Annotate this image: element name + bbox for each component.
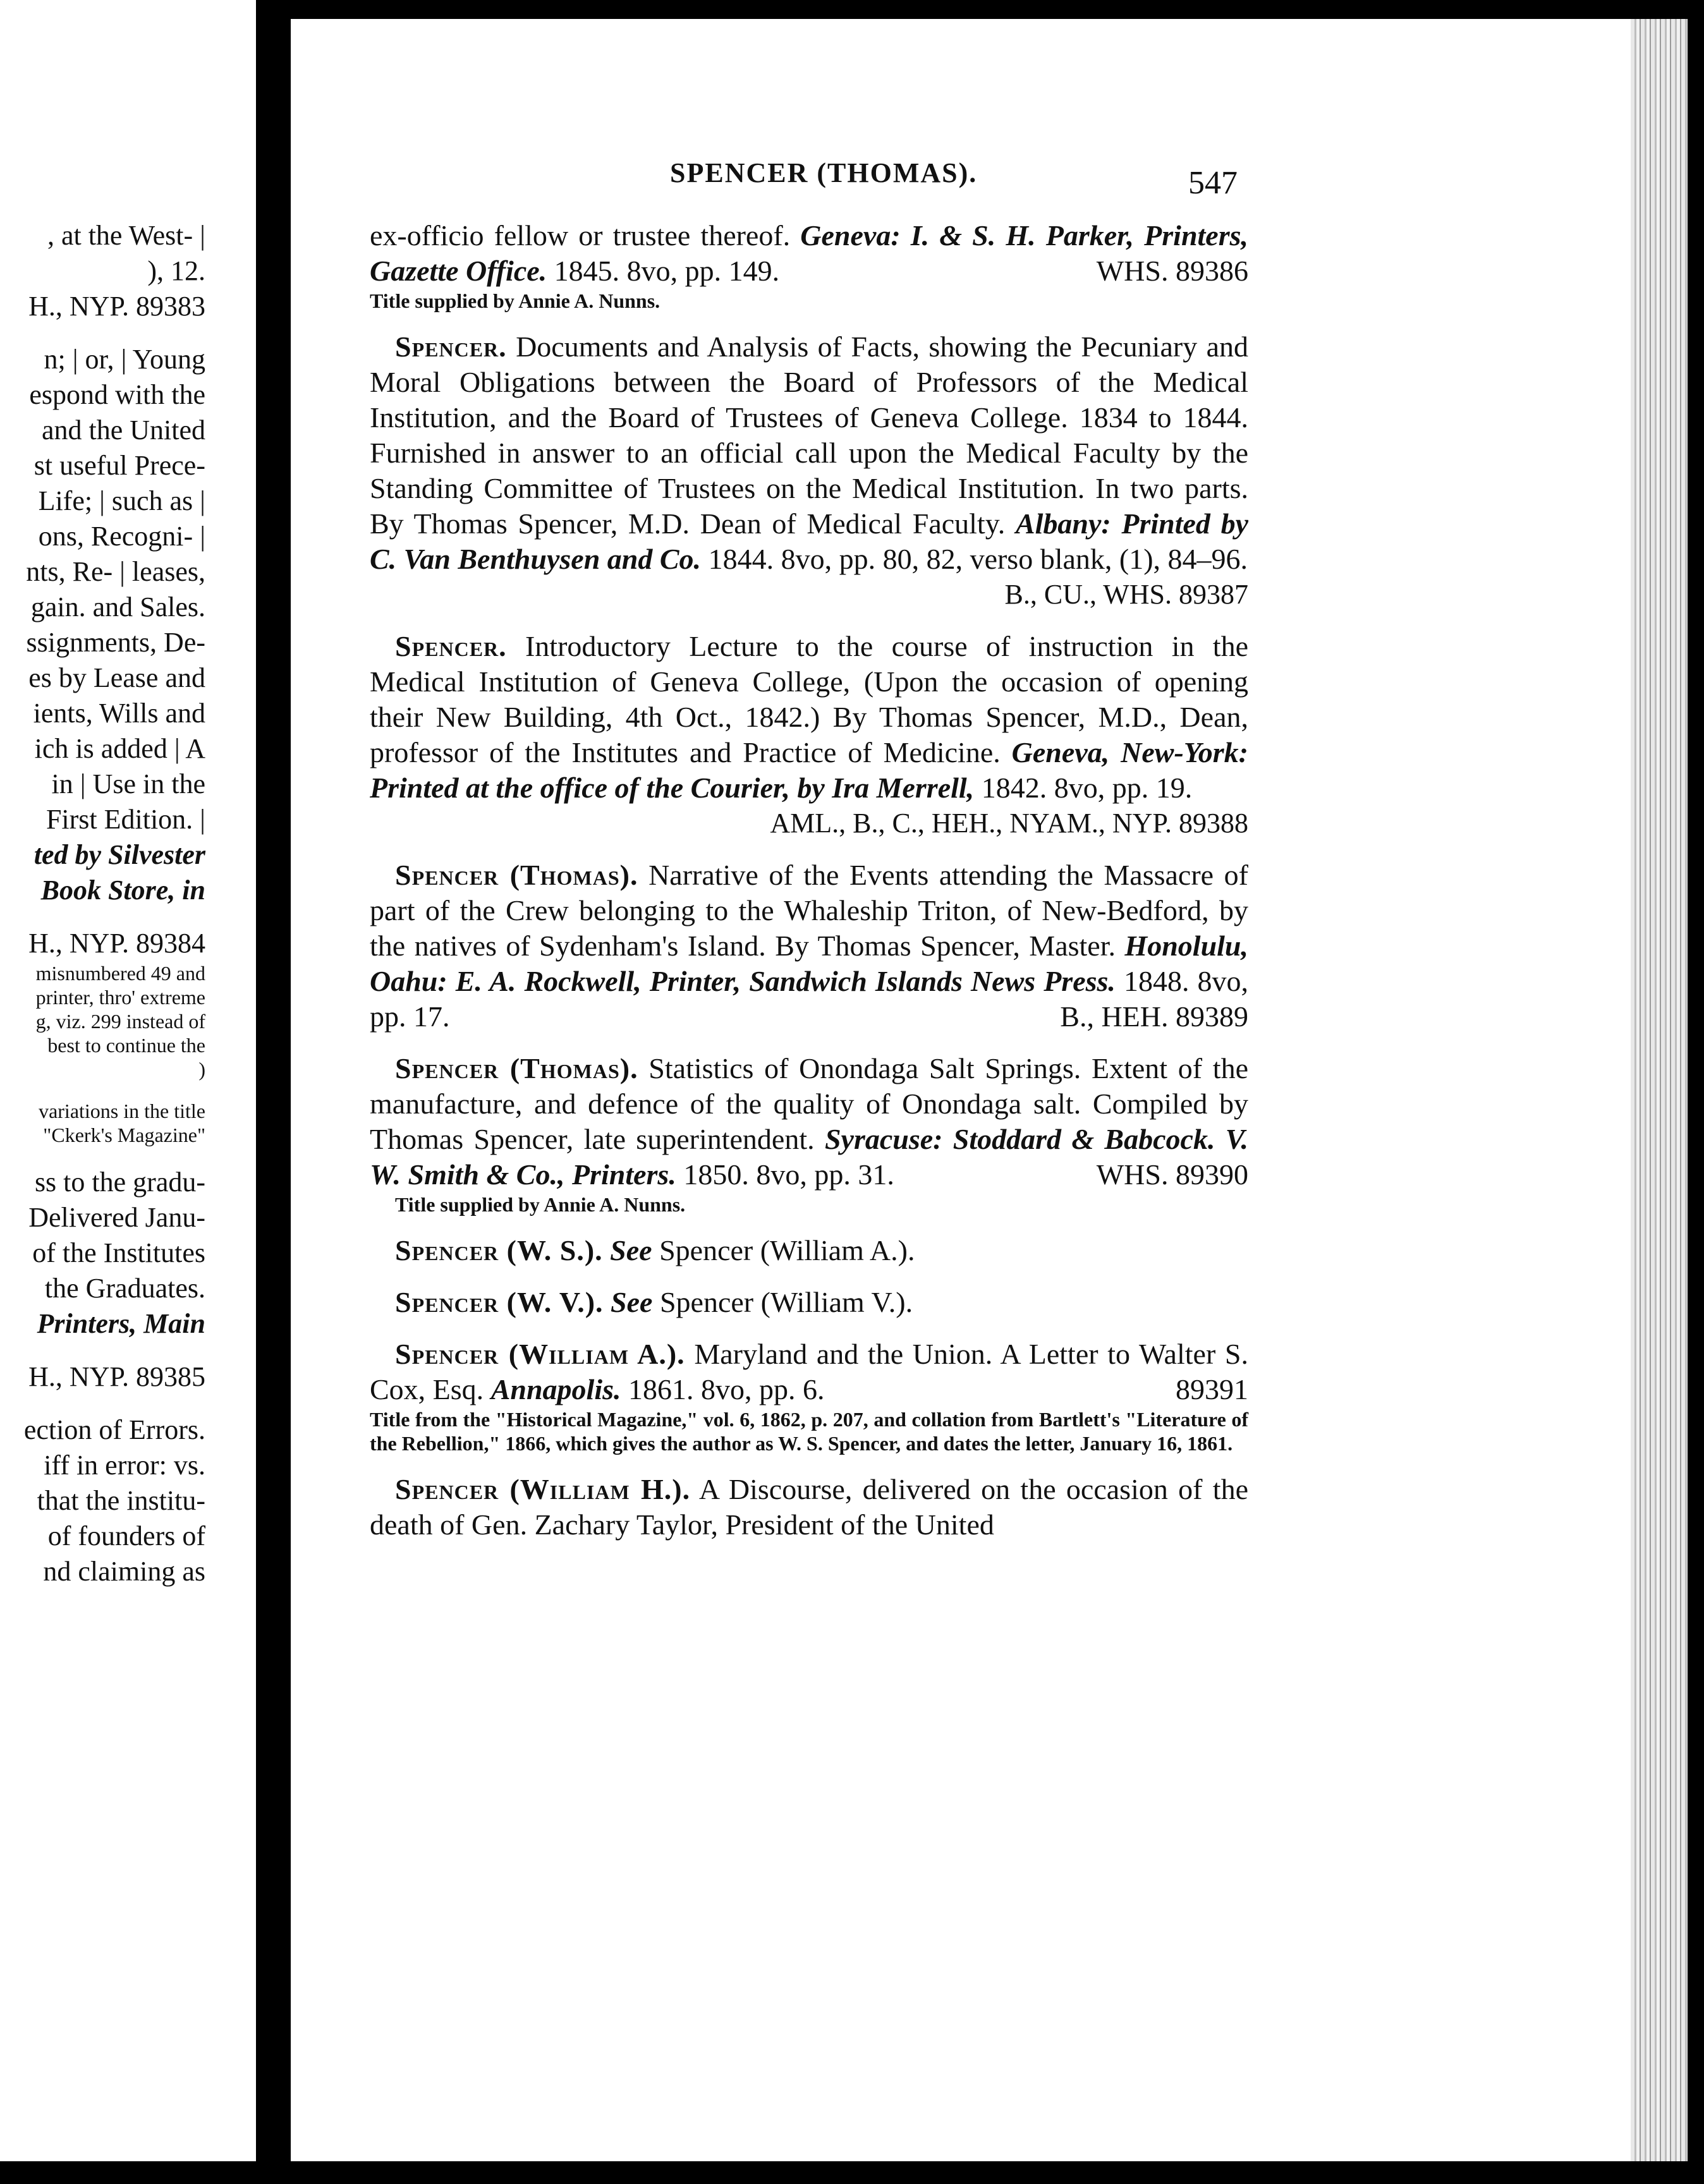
book-gutter <box>256 0 291 2184</box>
entry-heading: Spencer (William A.). <box>395 1338 685 1370</box>
left-line: H., NYP. 89383 <box>28 291 205 322</box>
left-line: Book Store, in <box>40 875 205 906</box>
entry-cross-ref-ws <box>370 1233 1248 1268</box>
left-note-line: best to continue the <box>47 1034 205 1057</box>
entry-89388 <box>370 629 1248 841</box>
entry-note: Title from the "Historical Magazine," vol. 6, 1862, p. 207, and collation from Bartlett's "Literature of the Rebellion," 1866, which gives the author as W. S. Spencer, and dates the letter, January 16, 1861. <box>370 1408 1248 1455</box>
left-line: that the institu- <box>37 1485 205 1516</box>
left-line: ssignments, De- <box>26 627 205 658</box>
left-line: ss to the gradu- <box>34 1167 205 1198</box>
left-line: First Edition. | <box>46 804 205 835</box>
page-number: 547 <box>1188 165 1238 201</box>
entry-locations: B., HEH. 89389 <box>1060 1000 1248 1033</box>
cross-reference: Spencer (William A.). <box>659 1234 915 1266</box>
entry-locations: WHS. 89390 <box>1096 1158 1248 1191</box>
left-note-line: misnumbered 49 and <box>35 962 205 985</box>
entry-text: ex-officio fellow or trustee thereof. <box>370 219 791 252</box>
entry-locations: AML., B., C., HEH., NYAM., NYP. 89388 <box>770 808 1248 839</box>
entry-89391 <box>370 1337 1248 1455</box>
entry-heading: Spencer (Thomas). <box>395 859 638 891</box>
entry-text: A Discourse, delivered on the occasion of the death of Gen. Zachary Taylor, President of the United <box>370 1473 1249 1541</box>
entry-text: Documents and Analysis of Facts, showing the Pecuniary and Moral Obligations between the Board of Professors of the Medical Institution, and the Board of Trustees of Geneva College. 1834 to 1844. Furnished in answer to an official call upon the Medical Faculty by the Standing Committee of Trustees on the Medical Institution. In two parts. By Thomas Spencer, M.D. Dean of Medical Faculty. <box>370 331 1249 540</box>
entry-imprint: Honolulu, Oahu: E. A. Rockwell, Printer, Sandwich Islands News Press. <box>370 930 1249 997</box>
left-line: ients, Wills and <box>33 698 205 729</box>
left-line: and the United <box>41 415 205 446</box>
entry-heading: Spencer (W. V.). <box>395 1286 604 1318</box>
entry-locations: 89391 <box>1176 1373 1248 1405</box>
left-line: nts, Re- | leases, <box>26 556 205 587</box>
entry-89387 <box>370 329 1248 612</box>
left-line: in | Use in the <box>51 768 205 799</box>
entry-cross-ref-wv <box>370 1285 1248 1320</box>
see-reference: See <box>611 1286 653 1318</box>
entry-text: Narrative of the Events attending the Massacre of part of the Crew belonging to the Whaleship Triton, of New-Bedford, by the natives of Sydenham's Island. By Thomas Spencer, Master. <box>370 859 1249 962</box>
entry-imprint: Syracuse: Stoddard & Babcock. V. W. Smith & Co., Printers. <box>370 1123 1248 1191</box>
left-line: of founders of <box>47 1520 205 1551</box>
entry-heading: Spencer. <box>395 331 507 363</box>
left-page <box>0 0 256 2161</box>
entry-collation: 1845. 8vo, pp. 149. <box>554 255 780 287</box>
entry-heading: Spencer (William H.). <box>395 1473 691 1505</box>
left-line: ich is added | A <box>34 733 205 764</box>
running-title: SPENCER (THOMAS). <box>670 157 978 188</box>
entry-imprint: Geneva: I. & S. H. Parker, Printers, Gazette Office. <box>370 219 1249 287</box>
page-edge <box>1631 19 1688 2161</box>
entry-heading: Spencer (Thomas). <box>395 1052 638 1084</box>
bibliography-entries <box>370 218 1248 1559</box>
left-note-line: ) <box>198 1058 205 1081</box>
left-line: iff in error: vs. <box>44 1450 205 1481</box>
entry-note: Title supplied by Annie A. Nunns. <box>370 289 660 312</box>
left-line: H., NYP. 89384 <box>28 928 205 959</box>
entry-text: Introductory Lecture to the course of instruction in the Medical Institution of Geneva College, (Upon the occasion of opening their New Building, 4th Oct., 1842.) By Thomas Spencer, M.D., Dean, professor of the Institutes and Practice of Medicine. <box>370 630 1249 768</box>
entry-locations: WHS. 89386 <box>1096 255 1248 287</box>
entry-heading: Spencer (W. S.). <box>395 1234 603 1266</box>
entry-collation: 1844. 8vo, pp. 80, 82, verso blank, (1), 84–96. <box>708 543 1248 575</box>
entry-89386 <box>370 218 1248 313</box>
entry-collation: 1861. 8vo, pp. 6. <box>628 1373 825 1405</box>
see-reference: See <box>610 1234 652 1266</box>
left-line: the Graduates. <box>44 1273 205 1304</box>
entry-note: Title supplied by Annie A. Nunns. <box>395 1193 686 1216</box>
left-line: of the Institutes <box>32 1237 205 1268</box>
left-note-line: printer, thro' extreme <box>35 986 205 1009</box>
entry-imprint: Annapolis. <box>490 1373 621 1405</box>
entry-collation: 1842. 8vo, pp. 19. <box>981 772 1193 804</box>
left-line: H., NYP. 89385 <box>28 1361 205 1392</box>
entry-89390 <box>370 1051 1248 1216</box>
left-line: n; | or, | Young <box>44 344 205 375</box>
entry-heading: Spencer. <box>395 630 507 662</box>
left-line: gain. and Sales. <box>30 592 205 622</box>
left-line: es by Lease and <box>28 662 205 693</box>
left-note-line: g, viz. 299 instead of <box>35 1010 205 1033</box>
cross-reference: Spencer (William V.). <box>659 1286 913 1318</box>
left-line: ), 12. <box>147 255 205 286</box>
entry-text: Statistics of Onondaga Salt Springs. Extent of the manufacture, and defence of the quality of Onondaga salt. Compiled by Thomas Spencer, late superintendent. <box>370 1052 1249 1155</box>
left-line: ection of Errors. <box>23 1414 205 1445</box>
entry-imprint: Albany: Printed by C. Van Benthuysen and Co. <box>370 507 1248 575</box>
left-line: espond with the <box>29 379 205 410</box>
left-line: Delivered Janu- <box>28 1202 205 1233</box>
entry-imprint: Geneva, New-York: Printed at the office of the Courier, by Ira Merrell, <box>370 736 1248 804</box>
left-line: Printers, Main <box>37 1308 205 1339</box>
left-line: ons, Recogni- | <box>38 521 205 552</box>
left-line: Life; | such as | <box>38 485 205 516</box>
entry-89389 <box>370 858 1248 1034</box>
left-line: st useful Prece- <box>33 450 205 481</box>
entry-text: Maryland and the Union. A Letter to Walter S. Cox, Esq. <box>370 1338 1249 1405</box>
entry-locations: B., CU., WHS. 89387 <box>1004 579 1248 610</box>
left-line: , at the West- | <box>47 220 205 251</box>
entry-collation: 1848. 8vo, pp. 17. <box>370 965 1248 1033</box>
left-page-text <box>0 218 205 1589</box>
left-line: nd claiming as <box>43 1556 205 1587</box>
entry-william-h <box>370 1472 1248 1543</box>
entry-collation: 1850. 8vo, pp. 31. <box>683 1158 894 1191</box>
left-line: ted by Silvester <box>33 839 205 870</box>
left-note-line: "Ckerk's Magazine" <box>43 1124 205 1146</box>
left-note-line: variations in the title <box>39 1100 205 1122</box>
